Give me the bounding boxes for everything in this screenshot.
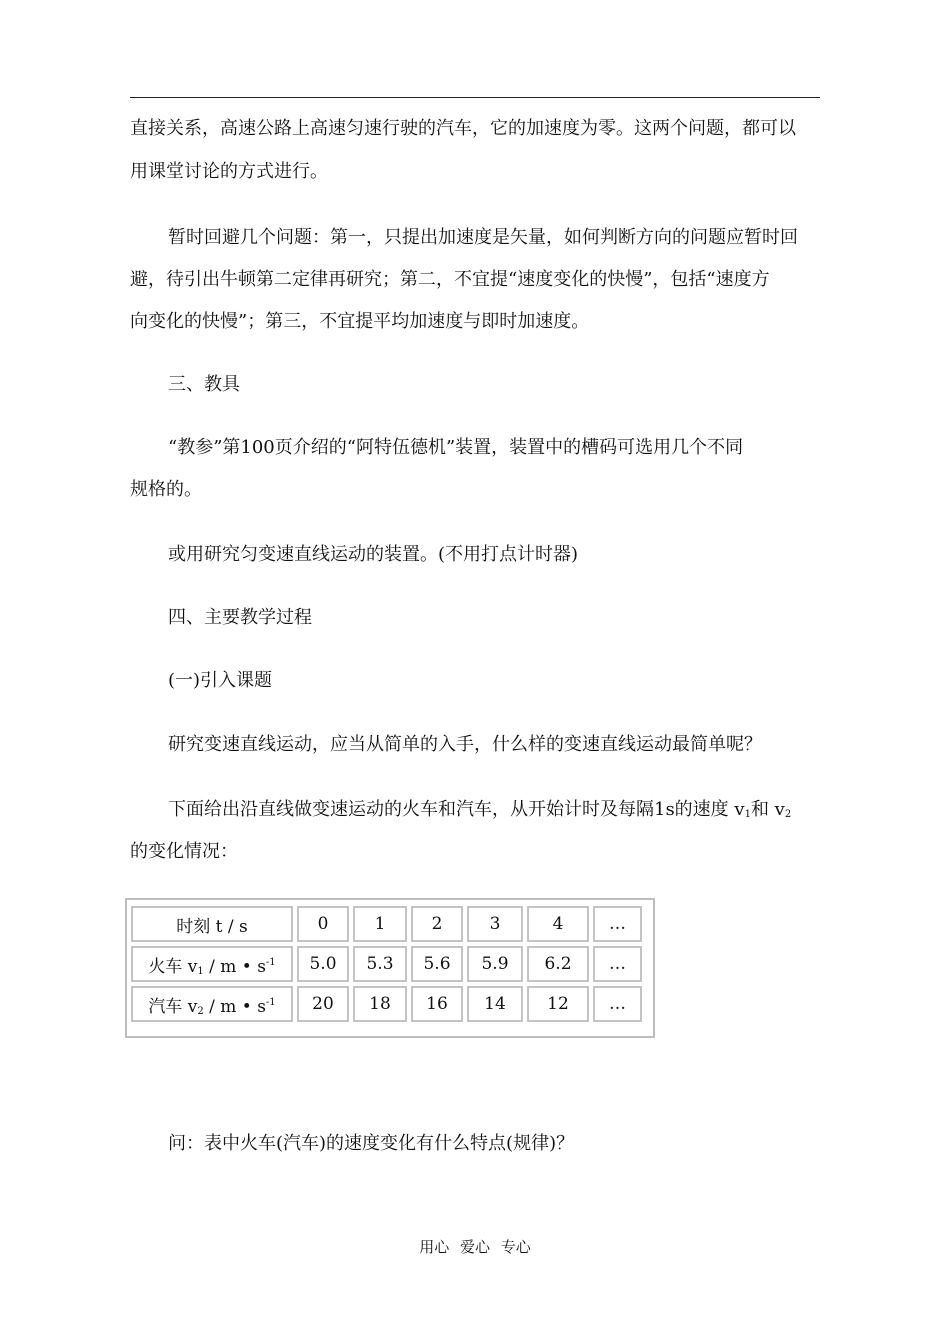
text-run: 火车 v [148,956,198,977]
question-line: 问：表中火车(汽车)的速度变化有什么特点(规律)？ [168,1133,575,1154]
velocity-table-grid [127,902,646,1026]
table-cell: … [593,986,642,1022]
superscript: -1 [265,956,276,968]
paragraph-line: 直接关系，高速公路上高速匀速行驶的汽车，它的加速度为零。这两个问题，都可以 [130,118,796,139]
table-cell: 14 [467,986,523,1022]
paragraph-line: 规格的。 [130,479,202,500]
table-row-label [131,946,293,982]
text-run: 和 v [750,799,785,820]
velocity-table [125,898,655,1038]
table-header-label: 时刻 t / s [131,906,293,942]
table-time-cell: 0 [297,906,349,942]
page-footer: 用心 爱心 专心 [419,1238,531,1256]
table-cell: 16 [411,986,463,1022]
table-cell: 12 [527,986,589,1022]
section-heading: 三、教具 [168,374,240,395]
paragraph-line [168,798,791,827]
section-heading: 四、主要教学过程 [168,607,312,628]
table-cell: 5.3 [353,946,407,982]
table-cell: 6.2 [527,946,589,982]
table-time-cell: 3 [467,906,523,942]
table-cell: 5.0 [297,946,349,982]
table-time-cell: 1 [353,906,407,942]
table-cell: 18 [353,986,407,1022]
superscript: -1 [265,996,276,1008]
paragraph-line: 研究变速直线运动，应当从简单的入手，什么样的变速直线运动最简单呢？ [168,734,762,755]
paragraph-line: 或用研究匀变速直线运动的装置。(不用打点计时器) [168,544,579,565]
table-cell: 20 [297,986,349,1022]
paragraph-line: 的变化情况： [130,841,238,862]
text-run: 下面给出沿直线做变速运动的火车和汽车，从开始计时及每隔1s的速度 v [168,799,745,820]
subscript: 2 [784,809,792,820]
subscript: 1 [197,965,204,977]
paragraph-line: “教参”第100页介绍的“阿特伍德机”装置，装置中的槽码可选用几个不同 [168,437,744,458]
table-cell: 5.6 [411,946,463,982]
subscript: 1 [744,809,751,820]
text-run: / m • s [203,956,266,977]
paragraph-line: 暂时回避几个问题：第一，只提出加速度是矢量，如何判断方向的问题应暂时回 [168,227,798,248]
table-cell: … [593,946,642,982]
subscript: 2 [197,1005,204,1017]
table-row [131,986,642,1022]
header-rule [130,97,820,98]
table-cell: 5.9 [467,946,523,982]
subsection-heading: (一)引入课题 [168,670,273,691]
text-run: 汽车 v [148,996,198,1017]
paragraph-line: 用课堂讨论的方式进行。 [130,161,328,182]
text-run: / m • s [203,996,266,1017]
paragraph-line: 避，待引出牛顿第二定律再研究；第二，不宜提“速度变化的快慢”，包括“速度方 [130,269,770,290]
table-row-label [131,986,293,1022]
table-time-cell: 4 [527,906,589,942]
paragraph-line: 向变化的快慢”；第三，不宜提平均加速度与即时加速度。 [130,311,590,332]
table-time-cell: 2 [411,906,463,942]
table-time-cell: … [593,906,642,942]
table-row [131,946,642,982]
table-header-row [131,906,642,942]
